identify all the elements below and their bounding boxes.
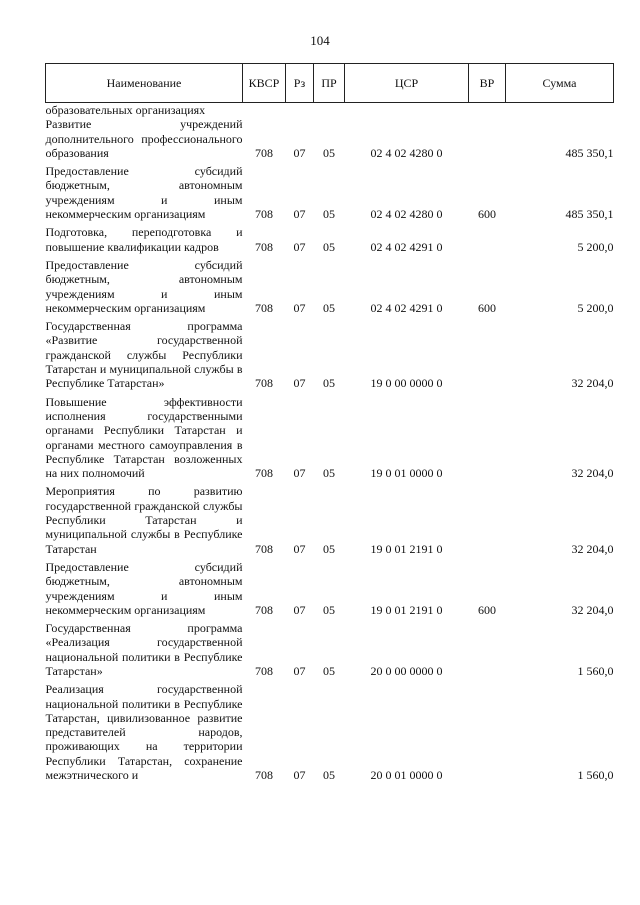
row-sum: 5 200,0 xyxy=(577,239,614,254)
row-vr xyxy=(469,621,506,678)
row-pr: 05 xyxy=(323,300,335,315)
row-vr: 600 xyxy=(478,207,496,222)
row-rz: 07 xyxy=(293,768,306,783)
row-vr xyxy=(469,319,506,390)
row-rz: 07 xyxy=(293,239,306,254)
row-rz: 07 xyxy=(293,541,306,556)
row-csr: 19 0 00 0000 0 xyxy=(370,376,443,391)
table-row xyxy=(46,319,614,390)
row-pr: 05 xyxy=(323,207,335,222)
row-kvsr: 708 xyxy=(255,300,273,315)
row-pr xyxy=(314,103,345,118)
row-csr: 20 0 00 0000 0 xyxy=(370,663,443,678)
row-kvsr: 708 xyxy=(255,768,273,783)
row-pr: 05 xyxy=(323,376,335,391)
row-csr: 02 4 02 4280 0 xyxy=(370,145,443,160)
row-csr: 02 4 02 4291 0 xyxy=(370,239,443,254)
row-rz: 07 xyxy=(293,145,306,160)
row-sum: 32 204,0 xyxy=(571,376,614,391)
row-vr: 600 xyxy=(478,300,496,315)
row-rz: 07 xyxy=(293,376,306,391)
row-name: Мероприятия по развитию государственной гражданской службы Республики Татарстан и муниципальной службы в Республике Татарстан xyxy=(45,484,243,556)
row-name: образовательных организациях xyxy=(45,103,206,117)
row-kvsr: 708 xyxy=(255,376,273,391)
table-row xyxy=(46,164,614,221)
table-row xyxy=(46,258,614,315)
table-row xyxy=(46,484,614,555)
row-kvsr: 708 xyxy=(255,466,273,481)
header-csr: ЦСР xyxy=(345,64,469,103)
table-row xyxy=(46,682,614,782)
row-csr: 02 4 02 4291 0 xyxy=(370,300,443,315)
row-sum: 1 560,0 xyxy=(577,663,614,678)
row-pr: 05 xyxy=(323,466,335,481)
table-row xyxy=(46,560,614,617)
row-kvsr: 708 xyxy=(255,207,273,222)
row-sum: 32 204,0 xyxy=(571,466,614,481)
row-name: Предоставление субсидий бюджетным, автономным учреждениям и иным некоммерческим организациям xyxy=(45,164,243,222)
row-csr xyxy=(345,103,469,118)
row-sum: 5 200,0 xyxy=(577,300,614,315)
row-name: Повышение эффективности исполнения государственными органами Республики Татарстан и органами местного самоуправления в Республике Татарстан возложенных на них полномочий xyxy=(45,394,243,481)
row-sum: 485 350,1 xyxy=(565,145,614,160)
row-rz: 07 xyxy=(293,663,306,678)
table-row xyxy=(46,395,614,481)
budget-table xyxy=(45,63,614,782)
header-name: Наименование xyxy=(46,64,243,103)
row-pr: 05 xyxy=(323,145,335,160)
row-name: Предоставление субсидий бюджетным, автономным учреждениям и иным некоммерческим организациям xyxy=(45,257,243,315)
row-name: Государственная программа «Развитие государственной гражданской службы Республики Татарстан и муниципальной службы в Республике Татарстан» xyxy=(45,319,243,391)
table-row xyxy=(46,621,614,678)
table-row xyxy=(46,117,614,160)
row-pr: 05 xyxy=(323,602,335,617)
row-pr: 05 xyxy=(323,541,335,556)
table-row xyxy=(46,103,614,118)
row-name: Государственная программа «Реализация государственной национальной политики в Республике Татарстан» xyxy=(45,621,243,678)
row-csr: 19 0 01 2191 0 xyxy=(370,541,443,556)
row-csr: 19 0 01 2191 0 xyxy=(370,602,443,617)
row-sum: 485 350,1 xyxy=(565,207,614,222)
row-rz: 07 xyxy=(293,207,306,222)
row-kvsr: 708 xyxy=(255,663,273,678)
table-row xyxy=(46,225,614,254)
table-header-row xyxy=(46,64,614,103)
row-pr: 05 xyxy=(323,239,335,254)
row-kvsr xyxy=(243,103,286,118)
row-sum: 32 204,0 xyxy=(571,541,614,556)
row-kvsr: 708 xyxy=(255,541,273,556)
header-kvsr: КВСР xyxy=(243,64,286,103)
row-csr: 20 0 01 0000 0 xyxy=(370,768,443,783)
row-kvsr: 708 xyxy=(255,145,273,160)
row-name: Развитие учреждений дополнительного профессионального образования xyxy=(45,117,243,160)
row-vr xyxy=(469,484,506,555)
row-name: Реализация государственной национальной политики в Республике Татарстан, цивилизованное развитие представителей народов, проживающих на территории Республики Татарстан, сохранение межэтнического и xyxy=(45,682,243,783)
row-name: Предоставление субсидий бюджетным, автономным учреждениям и иным некоммерческим организациям xyxy=(45,559,243,617)
row-csr: 02 4 02 4280 0 xyxy=(370,207,443,222)
header-vr: ВР xyxy=(469,64,506,103)
row-csr: 19 0 01 0000 0 xyxy=(370,466,443,481)
row-vr xyxy=(469,117,506,160)
row-sum: 1 560,0 xyxy=(577,768,614,783)
row-sum xyxy=(506,103,614,118)
row-pr: 05 xyxy=(323,663,335,678)
row-vr xyxy=(469,225,506,254)
row-rz: 07 xyxy=(293,300,306,315)
row-rz: 07 xyxy=(293,466,306,481)
page-number: 104 xyxy=(310,33,330,48)
row-name: Подготовка, переподготовка и повышение квалификации кадров xyxy=(45,225,243,254)
header-sum: Сумма xyxy=(506,64,614,103)
row-sum: 32 204,0 xyxy=(571,602,614,617)
row-rz xyxy=(286,103,314,118)
row-vr xyxy=(469,395,506,481)
row-vr: 600 xyxy=(478,602,496,617)
header-pr: ПР xyxy=(314,64,345,103)
row-rz: 07 xyxy=(293,602,306,617)
row-kvsr: 708 xyxy=(255,239,273,254)
row-kvsr: 708 xyxy=(255,602,273,617)
row-vr xyxy=(469,103,506,118)
header-rz: Рз xyxy=(286,64,314,103)
row-pr: 05 xyxy=(323,768,335,783)
row-vr xyxy=(469,682,506,782)
